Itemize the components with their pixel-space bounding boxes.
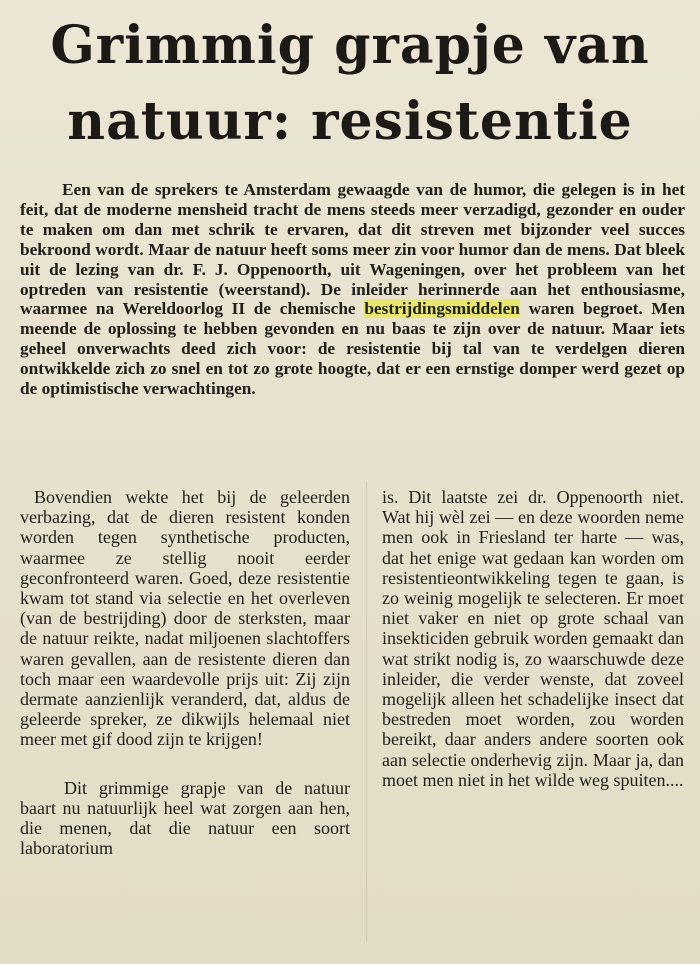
highlighted-term: bestrijdingsmiddelen (364, 299, 520, 319)
column-divider (366, 482, 367, 942)
right-column-paragraph: is. Dit laatste zei dr. Oppenoorth niet. Wat hij wèl zei — en deze woorden neme men ook in Friesland ter harte — was, dat het enige wat gedaan kan worden om resistentieontwikkeling tegen te gaan, is zo weinig mogelijk te selecteren. Er moet niet vaker en niet op grote schaal van insekticiden gebruik worden gemaakt dan wat strikt nodig is, zo waarschuwde deze inleider, die verder wenste, dat zoveel mogelijk alleen het schadelijke insect dat bestreden moet worden, zou worden bereikt, daar anders andere soorten ook aan selectie onderhevig zijn. Maar ja, dan moet men niet in het wilde weg spuiten.... (382, 487, 684, 790)
headline-line-1: Grimmig grapje van (50, 15, 650, 76)
intro-text-part-2: waren begroet. Men meende de oplossing te hebben gevonden en nu baas te zijn over de natuur. Maar iets geheel onverwachts deed zich voor: de resistentie bij tal van te verdelgen dieren ontwikkelde zich zo snel en tot zo grote hoogte, dat er een ernstige domper werd gezet op de optimistische verwachtingen. (20, 299, 685, 399)
left-column-paragraph-2: Dit grimmige grapje van de natuur baart nu natuurlijk heel wat zorgen aan hen, die menen, dat die natuur een soort laboratorium (20, 777, 350, 859)
left-column (20, 487, 350, 858)
headline (0, 8, 700, 160)
right-column (382, 487, 684, 790)
left-column-paragraph-1: Bovendien wekte het bij de geleerden verbazing, dat de dieren resistent konden worden tegen synthetische producten, waarmee ze stellig nooit eerder geconfronteerd waren. Goed, deze resistentie kwam tot stand via selectie en het overleven (van de bestrijding) door de sterksten, maar de natuur reikte, nadat miljoenen slachtoffers waren gevallen, aan de resistente dieren dan toch maar een waardevolle prijs uit: Zij zijn dermate aanzienlijk veranderd, dat, aldus de geleerde spreker, ze dikwijls helemaal niet meer met gif dood zijn te krijgen! (20, 487, 350, 750)
intro-text-part-1: Een van de sprekers te Amsterdam gewaagde van de humor, die gelegen is in het feit, dat de moderne mensheid tracht de mens steeds meer verzadigd, gezonder en ouder te maken om dan met schrik te ervaren, dat dit streven met bijzonder veel succes bekroond wordt. Maar de natuur heeft soms meer zin voor humor dan de mens. Dat bleek uit de lezing van dr. F. J. Oppenoorth, uit Wageningen, over het probleem van het optreden van resistentie (weerstand). De inleider herinnerde aan het enthousiasme, waarmee na Wereldoorlog II de chemische (20, 180, 685, 319)
headline-line-2: natuur: resistentie (67, 91, 633, 152)
intro-paragraph (20, 180, 685, 399)
